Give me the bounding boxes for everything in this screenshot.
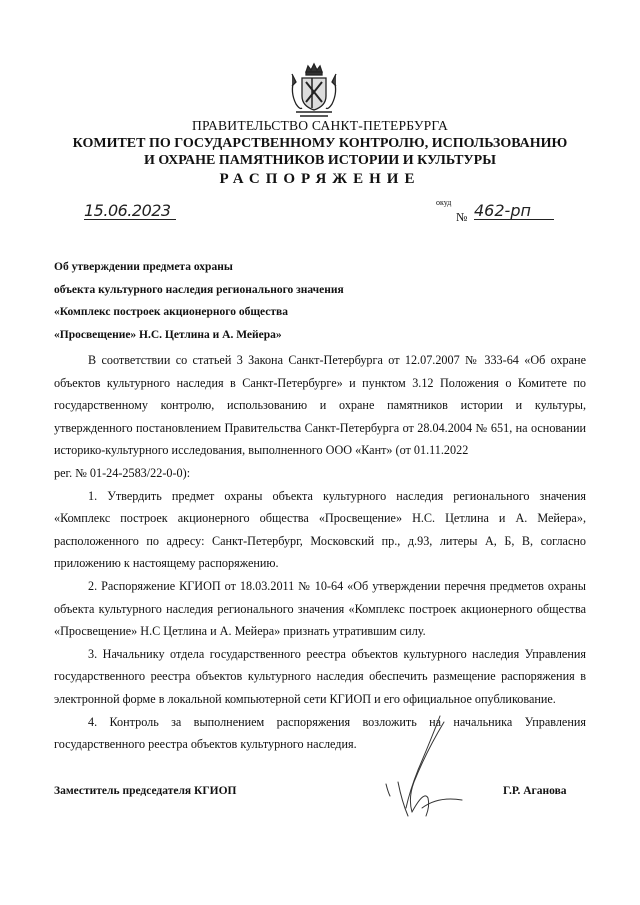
signatory-position: Заместитель председателя КГИОП xyxy=(54,785,237,797)
preamble: В соответствии со статьей 3 Закона Санкт-Петербурга от 12.07.2007 № 333-64 «Об охране объектов культурного наследия в Санкт-Петербурге» и пунктом 3.12 Положения о Комитете по государственному контролю, использованию и охране памятников истории и культуры, утвержденного постановлением Правительства Санкт-Петербурга от 28.04.2004 № 651, на основании историко-культурного исследования, выполненного ООО «Кант» (от 01.11.2022 xyxy=(54,353,586,458)
subject-line: объекта культурного наследия регионального значения xyxy=(54,283,344,296)
number-label: № xyxy=(456,210,468,224)
clause-2: 2. Распоряжение КГИОП от 18.03.2011 № 10-64 «Об утверждении перечня предметов охраны объекта культурного наследия регионального значения «Комплекс построек акционерного общества «Просвещение» Н.С Цетлина и А. Мейера» признать утратившим силу. xyxy=(54,578,586,639)
okud-label: окуд xyxy=(436,198,452,207)
clause-1: 1. Утвердить предмет охраны объекта культурного наследия регионального значения «Комплекс построек акционерного общества «Просвещение» Н.С. Цетлина и А. Мейера», расположенного по адресу: Санкт-Петербург, Московский пр., д.93, литеры А, Б, В, согласно приложению к настоящему распоряжению. xyxy=(54,488,586,571)
subject-line: «Комплекс построек акционерного общества xyxy=(54,306,289,318)
document-type: РАСПОРЯЖЕНИЕ xyxy=(219,171,421,187)
clause-3: 3. Начальнику отдела государственного реестра объектов культурного наследия Управления государственного реестра объектов культурного наследия обеспечить размещение распоряжения в электронной форме в локальной компьютерной сети КГИОП и его официальное опубликование. xyxy=(54,646,586,706)
document-body xyxy=(54,349,586,756)
handwritten-signature xyxy=(378,712,468,822)
document-date: 15.06.2023 xyxy=(84,203,176,220)
preamble-registration: рег. № 01-24-2583/22-0-0): xyxy=(54,465,191,480)
signatory-name: Г.Р. Аганова xyxy=(503,785,567,797)
committee-title-line2: И ОХРАНЕ ПАМЯТНИКОВ ИСТОРИИ И КУЛЬТУРЫ xyxy=(144,153,496,168)
government-title: ПРАВИТЕЛЬСТВО САНКТ-ПЕТЕРБУРГА xyxy=(191,118,449,133)
st-petersburg-coat-of-arms-icon xyxy=(288,62,340,120)
subject-line: «Просвещение» Н.С. Цетлина и А. Мейера» xyxy=(54,328,282,341)
clause-4: 4. Контроль за выполнением распоряжения возложить на начальника Управления государственного реестра объектов культурного наследия. xyxy=(54,714,586,752)
subject-line: Об утверждении предмета охраны xyxy=(54,261,233,273)
document-number: 462-рп xyxy=(474,203,554,220)
document-subject xyxy=(54,256,344,346)
committee-title-line1: КОМИТЕТ ПО ГОСУДАРСТВЕННОМУ КОНТРОЛЮ, ИСПОЛЬЗОВАНИЮ xyxy=(72,136,568,151)
